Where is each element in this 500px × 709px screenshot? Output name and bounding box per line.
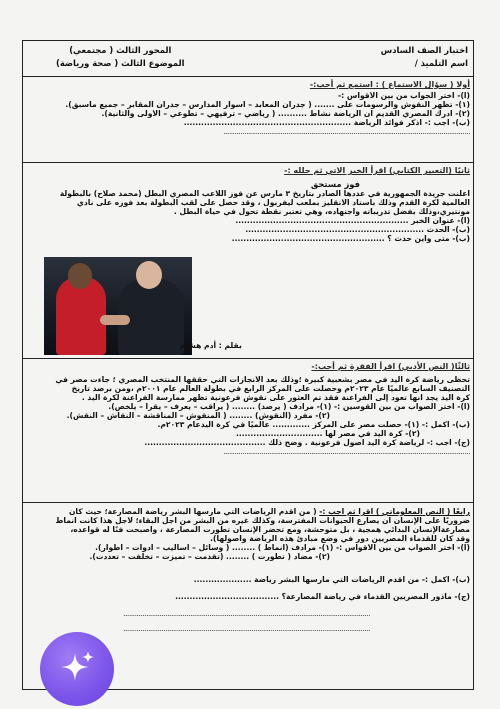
topic-label: الموضوع الثالث ( صحة ورياضة) (56, 57, 185, 68)
student-name-field: اسم التلميذ / (414, 57, 468, 68)
section-informational-title: رابعًا ( النص المعلوماتي ) اقرأ ثم أجب :- (319, 508, 470, 516)
choose-heading: (أ)- اختر الجواب من بين الأقواس :- (338, 92, 470, 100)
question-headline: (أ)- عنوان الخبر ............................................................ (235, 216, 470, 225)
section-literary-title: ثالثًا( النص الأدبي) اقرأ الفقرة ثم أجب:- (311, 362, 470, 371)
news-line-3: مونتيري،وذلك بفضل تدريباته واجتهاده، وهي تعتبر نقطة تحول في حياة البطل . (173, 207, 470, 216)
question-event: (ب)- الحدث .............................................................. (245, 225, 470, 234)
text-line-3: كرة اليد يجد أنها تعود إلى الفراعنة فقد تم العثور على نقوش فرعونية تظهر ممارسة الفراعنة لكرة اليد . (81, 393, 470, 402)
complete-1: (ب)- أكمل :- (١)- حصلت مصر على المركز ............. عالميًا في كرة اليدعام ٢٠٢٣م. (157, 420, 470, 429)
question-2: (٢)- أدرك المصري القديم أن الرياضة نشاط .......... ( رياضي – ترفيهي – تطوعي – الأولى والثانية). (101, 109, 470, 118)
header-left (56, 44, 185, 69)
info-intro-line (30, 508, 470, 517)
text-line-2: التصنيف السابع عالميًا عام ٢٠٢٣م وحصلت على المركز الرابع في بطولة العالم عام ٢٠٠١م ،ومن برصد تاريخ (71, 384, 470, 393)
news-line-1: أعلنت جريدة الجمهورية في عددها الصادر بتاريخ ٣ مارس عن فوز اللاعب المصري البطل (محمد صلاح) بالبطولة (59, 189, 470, 198)
news-headline: فوز مستحق (310, 180, 360, 189)
answer-prompt: (ب)- أجب :- أذكر فوائد الرياضة .......................................................... (183, 118, 470, 127)
header-right (381, 44, 468, 69)
explain-question: (ج)- أجب :- لرياضة كرة اليد أصول فرعونية . وضح ذلك .......................................... (144, 438, 470, 447)
answer-line: ................................................................................................................................. (123, 609, 370, 618)
news-line-2: العالمية لكرة القدم وذلك باستاد الانقليز بملعب ليفربول ، وقد حصل على لقب البطولة بعد فوزه على نادي (76, 198, 470, 207)
sparkle-icon (57, 649, 97, 689)
info-line-2: مصارعةالإنسان البدائي همجية ، بل متوحشة، ومع تحضر الإنسان تطورت المصارعة ، وأصبحت فنًا له قواعده، (70, 525, 470, 534)
section-informational (30, 508, 470, 634)
section-writing-title: ثانيًا (التعبير الكتابي) اقرأ الخبر الاتي ثم حلله :- (284, 166, 470, 175)
info-line-3: وقد كان للقدماء المصريين دور في وضع مبادئ هذه الرياضة وأصولها). (210, 534, 470, 543)
header-divider (22, 76, 474, 77)
answer-line-2: ................................................................................................................................. (123, 624, 370, 633)
axis-label: المحور الثالث ( مجتمعي) (69, 45, 172, 55)
section-writing (30, 180, 470, 244)
section-listening (30, 92, 470, 137)
question-when-where: (ب)- متى وأين حدث ؟ ..................................................... (231, 234, 470, 243)
choose-synonym-patterns: (أ)- اختر الصواب من بين الأقواس :- (١)- مرادف (أنماط ) ........ ( وسائل – أساليب – أدوات – أطوار). (95, 543, 470, 552)
answer-line: ................................................................................................................................. (223, 127, 470, 136)
complete-2: (٢)- كرة اليد في مصر لها .............................. (236, 429, 420, 438)
section-divider-1 (22, 162, 474, 163)
choose-synonym: (أ)- اختر الصواب من بين القوسين :- (١)- مرادف ( يرصد) ........ ( يراقب – يعرف – يقرأ – يلخص). (108, 402, 470, 411)
section-literary (30, 376, 470, 457)
section-divider-3 (22, 502, 474, 503)
section-listening-title: أولا ( سؤال الاستماع ) : استمع ثم أجب:- (309, 80, 470, 89)
text-line-1: تحظى رياضة كرة اليد في مصر بشعبية كبيرة ؛وذلك بعد الانجازات التي حققها المنتخب المصري ؛ جاءت مصر في (55, 376, 470, 384)
choose-singular: (٢)- مفرد (النقوش) ........ ( المنقوش – المناقشة – النقاش – النقش). (66, 411, 330, 420)
assistant-button[interactable] (40, 632, 114, 706)
info-intro: ( من أقدم الرياضات التي مارسها البشر رياضة المصارعة؛ حيث كان (68, 508, 317, 516)
news-photo (44, 257, 192, 355)
byline: بقلم : أدم هشام (180, 341, 242, 350)
choose-antonym: (٢)- مضاد ( تطورت ) ........ (تقدمت – تميزت – تخلفت – تعددت). (89, 552, 330, 561)
info-line-1: ضروريًا على الإنسان أن يصارع الحيوانات المفترسة، وكذلك غيره من البشر من أجل البقاء؛ لأجل هذا كانت أنماط (55, 516, 470, 525)
answer-line: ................................................................................................................................. (223, 447, 470, 456)
complete-sport: (ب)- أكمل :- من أقدم الرياضات التي مارسها البشر رياضة .................... (193, 575, 470, 584)
section-divider-2 (22, 358, 474, 359)
role-question: (ج)- ماذور المصريين القدماء في رياضة المصارعة؟ .................................... (175, 592, 470, 601)
question-1: (١)- تظهر النقوش والرسومات على ....... ( جدران المعابد – أسوار المدارس – جدران المقابر – جميع ماسبق). (65, 100, 470, 109)
exam-title: اختبار الصف السادس (380, 45, 468, 55)
